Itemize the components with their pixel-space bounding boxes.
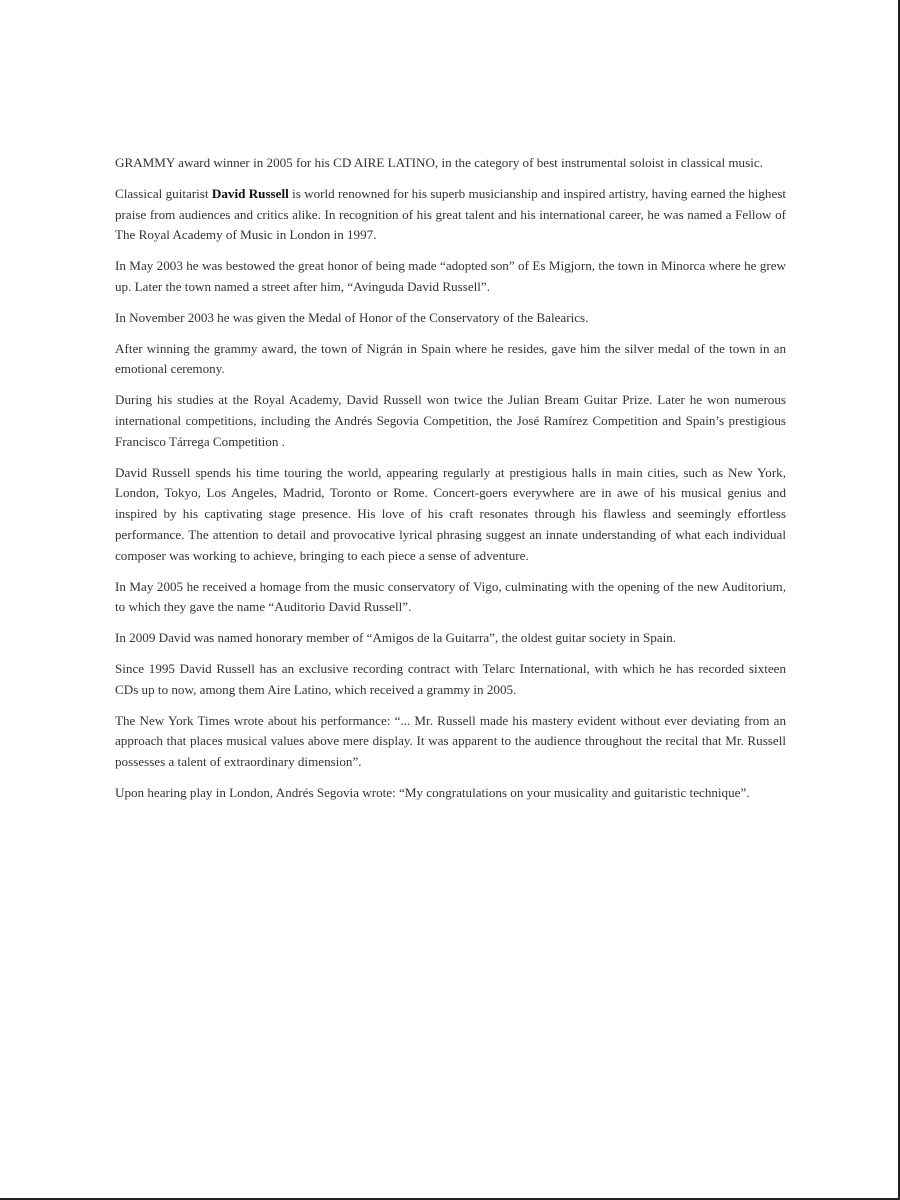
artist-name: David Russell bbox=[211, 185, 289, 201]
paragraph-medal-of-honor: In November 2003 he was given the Medal of Honor of the Conservatory of the Balearics. bbox=[115, 309, 589, 325]
paragraph-grammy: GRAMMY award winner in 2005 for his CD AIRE LATINO, in the category of best instrumental soloist in classical music. bbox=[115, 155, 763, 170]
paragraph-intro bbox=[115, 184, 786, 246]
paragraph-adopted-son: In May 2003 he was bestowed the great honor of being made “adopted son” of Es Migjorn, the town in Minorca where he grew up. Later the town named a street after him, “Avinguda David Russell”. bbox=[115, 258, 786, 294]
intro-lead-text: Classical guitarist bbox=[115, 185, 212, 201]
paragraph-segovia-quote: Upon hearing play in London, Andrés Segovia wrote: “My congratulations on your musicality and guitaristic technique”. bbox=[115, 784, 750, 800]
biography-text bbox=[115, 153, 786, 814]
paragraph-nigran-medal: After winning the grammy award, the town of Nigrán in Spain where he resides, gave him the silver medal of the town in an emotional ceremony. bbox=[115, 340, 786, 377]
intro-rest-text: is world renowned for his superb musicianship and inspired artistry, having earned the highest praise from audiences and critics alike. In recognition of his great talent and his international career, he was named a Fellow of The Royal Academy of Music in London in 1997. bbox=[115, 185, 787, 243]
paragraph-honorary-member: In 2009 David was named honorary member of “Amigos de la Guitarra”, the oldest guitar society in Spain. bbox=[115, 630, 677, 646]
paragraph-studies-competitions: During his studies at the Royal Academy, David Russell won twice the Julian Bream Guitar Prize. Later he won numerous international competitions, including the Andrés Segovia Competition, the José Ramírez Competition and Spain’s prestigious Francisco Tárrega Competition . bbox=[115, 392, 786, 449]
paragraph-vigo-homage: In May 2005 he received a homage from the music conservatory of Vigo, culminating with the opening of the new Auditorium, to which they gave the name “Auditorio David Russell”. bbox=[115, 578, 786, 615]
paragraph-touring: David Russell spends his time touring the world, appearing regularly at prestigious halls in main cities, such as New York, London, Tokyo, Los Angeles, Madrid, Toronto or Rome. Concert-goers everywhere are in awe of his musical genius and inspired by his captivating stage presence. His love of his craft resonates through his flawless and seemingly effortless performance. The attention to detail and provocative lyrical phrasing suggest an innate understanding of what each individual composer was working to achieve, bringing to each piece a sense of adventure. bbox=[115, 464, 786, 563]
paragraph-nyt-quote: The New York Times wrote about his performance: “... Mr. Russell made his mastery evident without ever deviating from an approach that places musical values above mere display. It was apparent to the audience throughout the recital that Mr. Russell possesses a talent of extraordinary dimension”. bbox=[115, 712, 786, 770]
paragraph-telarc-contract: Since 1995 David Russell has an exclusive recording contract with Telarc International, with which he has recorded sixteen CDs up to now, among them Aire Latino, which received a grammy in 2005. bbox=[115, 660, 786, 697]
